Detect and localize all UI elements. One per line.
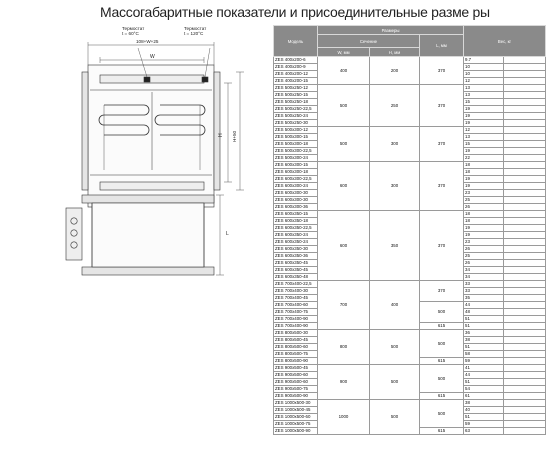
spacer-cell (504, 99, 546, 106)
spacer-cell (504, 176, 546, 183)
weight-cell: 19 (464, 106, 504, 113)
model-cell: ZES 1000x500-90 (274, 428, 318, 435)
model-cell: ZES 500x250-18 (274, 99, 318, 106)
spacer-cell (504, 232, 546, 239)
model-cell: ZES 600x300-24 (274, 183, 318, 190)
model-cell: ZES 500x300-15 (274, 134, 318, 141)
width-cell: 400 (318, 57, 370, 85)
weight-cell: 15 (464, 141, 504, 148)
model-cell: ZES 400x200-15 (274, 78, 318, 85)
length-cell: 615 (420, 428, 464, 435)
weight-cell: 48 (464, 309, 504, 316)
spacer-cell (504, 239, 546, 246)
weight-cell: 35 (464, 295, 504, 302)
model-cell: ZES 400x200-9 (274, 64, 318, 71)
model-cell: ZES 600x300-15 (274, 162, 318, 169)
weight-cell: 19 (464, 148, 504, 155)
model-cell: ZES 500x250-12 (274, 85, 318, 92)
model-cell: ZES 700x400-45 (274, 295, 318, 302)
weight-cell: 58 (464, 351, 504, 358)
dim-w-plus-label: 108+W+25 (136, 39, 159, 44)
thermostat-1-temp: t = 60°C (122, 31, 139, 36)
height-cell: 400 (370, 281, 420, 330)
width-cell: 600 (318, 162, 370, 211)
model-cell: ZES 900x500-60 (274, 379, 318, 386)
width-cell: 700 (318, 281, 370, 330)
weight-cell: 19 (464, 183, 504, 190)
weight-cell: 18 (464, 162, 504, 169)
spacer-cell (504, 337, 546, 344)
thermostat-2-label: Термостат (184, 26, 207, 31)
model-cell: ZES 600x350-22,5 (274, 225, 318, 232)
spacer-cell (504, 120, 546, 127)
weight-cell: 40 (464, 407, 504, 414)
model-cell: ZES 700x400-60 (274, 302, 318, 309)
table-row (274, 57, 546, 64)
model-cell: ZES 600x350-15 (274, 211, 318, 218)
length-cell: 370 (420, 162, 464, 211)
spacer-cell (504, 309, 546, 316)
spacer-cell (504, 78, 546, 85)
spacer-cell (504, 323, 546, 330)
height-cell: 500 (370, 330, 420, 365)
dim-w-label: W (150, 54, 155, 60)
model-cell: ZES 800x500-45 (274, 337, 318, 344)
table-row (274, 85, 546, 92)
spacer-cell (504, 64, 546, 71)
height-cell: 500 (370, 365, 420, 400)
model-cell: ZES 600x350-36 (274, 253, 318, 260)
weight-cell: 18 (464, 169, 504, 176)
weight-cell: 26 (464, 260, 504, 267)
weight-cell: 51 (464, 414, 504, 421)
spacer-cell (504, 162, 546, 169)
weight-cell: 38 (464, 337, 504, 344)
spacer-cell (504, 92, 546, 99)
weight-cell: 18 (464, 211, 504, 218)
table-row (274, 400, 546, 407)
height-cell: 500 (370, 400, 420, 435)
table-row (274, 281, 546, 288)
height-cell: 350 (370, 211, 420, 281)
specification-table-body (274, 57, 546, 435)
weight-cell: 19 (464, 120, 504, 127)
weight-cell: 23 (464, 190, 504, 197)
model-cell: ZES 600x350-24 (274, 239, 318, 246)
model-cell: ZES 600x350-30 (274, 246, 318, 253)
table-row (274, 162, 546, 169)
length-cell: 615 (420, 323, 464, 330)
weight-cell: 12 (464, 127, 504, 134)
width-cell: 500 (318, 127, 370, 162)
spacer-cell (504, 134, 546, 141)
table-row (274, 127, 546, 134)
dim-h-plus-label: H+50 (232, 130, 237, 142)
spacer-cell (504, 316, 546, 323)
weight-cell: 63 (464, 428, 504, 435)
weight-cell: 34 (464, 274, 504, 281)
model-cell: ZES 600x300-18 (274, 169, 318, 176)
header-model: Модель (274, 26, 318, 57)
weight-cell: 59 (464, 421, 504, 428)
model-cell: ZES 800x500-90 (274, 358, 318, 365)
spacer-cell (504, 141, 546, 148)
spacer-cell (504, 127, 546, 134)
weight-cell: 10 (464, 64, 504, 71)
weight-cell: 59 (464, 358, 504, 365)
weight-cell: 44 (464, 372, 504, 379)
width-cell: 800 (318, 330, 370, 365)
model-cell: ZES 500x250-22,5 (274, 106, 318, 113)
weight-cell: 19 (464, 176, 504, 183)
length-cell: 615 (420, 358, 464, 365)
header-l: L, мм (420, 35, 464, 57)
spacer-cell (504, 351, 546, 358)
weight-cell: 13 (464, 85, 504, 92)
spacer-cell (504, 288, 546, 295)
spacer-cell (504, 407, 546, 414)
weight-cell: 13 (464, 92, 504, 99)
spacer-cell (504, 372, 546, 379)
spacer-cell (504, 218, 546, 225)
width-cell: 600 (318, 211, 370, 281)
model-cell: ZES 600x350-24 (274, 232, 318, 239)
spacer-cell (504, 204, 546, 211)
model-cell: ZES 600x300-30 (274, 190, 318, 197)
weight-cell: 33 (464, 281, 504, 288)
table-row (274, 211, 546, 218)
width-cell: 1000 (318, 400, 370, 435)
technical-drawing (60, 20, 270, 445)
height-cell: 250 (370, 85, 420, 127)
spacer-cell (504, 393, 546, 400)
width-cell: 900 (318, 365, 370, 400)
weight-cell: 38 (464, 400, 504, 407)
model-cell: ZES 500x250-15 (274, 92, 318, 99)
weight-cell: 51 (464, 316, 504, 323)
spacer-cell (504, 260, 546, 267)
spacer-cell (504, 190, 546, 197)
weight-cell: 19 (464, 113, 504, 120)
weight-cell: 34 (464, 267, 504, 274)
spacer-cell (504, 197, 546, 204)
model-cell: ZES 700x400-90 (274, 316, 318, 323)
model-cell: ZES 1000x500-60 (274, 414, 318, 421)
model-cell: ZES 600x350-45 (274, 267, 318, 274)
weight-cell: 23 (464, 239, 504, 246)
model-cell: ZES 500x300-22,5 (274, 148, 318, 155)
model-cell: ZES 700x400-30 (274, 288, 318, 295)
length-cell: 500 (420, 400, 464, 428)
weight-cell: 12 (464, 78, 504, 85)
spacer-cell (504, 148, 546, 155)
model-cell: ZES 700x400-75 (274, 309, 318, 316)
length-cell: 500 (420, 365, 464, 393)
weight-cell: 54 (464, 386, 504, 393)
weight-cell: 51 (464, 323, 504, 330)
model-cell: ZES 500x300-18 (274, 141, 318, 148)
spacer-cell (504, 274, 546, 281)
length-cell: 500 (420, 302, 464, 323)
spacer-cell (504, 85, 546, 92)
model-cell: ZES 600x300-30 (274, 197, 318, 204)
model-cell: ZES 900x500-75 (274, 386, 318, 393)
model-cell: ZES 700x400-22,5 (274, 281, 318, 288)
spacer-cell (504, 246, 546, 253)
weight-cell: 15 (464, 99, 504, 106)
model-cell: ZES 800x500-30 (274, 330, 318, 337)
model-cell: ZES 900x500-90 (274, 393, 318, 400)
model-cell: ZES 500x300-24 (274, 155, 318, 162)
weight-cell: 36 (464, 330, 504, 337)
model-cell: ZES 1000x500-45 (274, 407, 318, 414)
model-cell: ZES 600x300-36 (274, 204, 318, 211)
header-weight: Вес, кг (464, 26, 546, 57)
spacer-cell (504, 281, 546, 288)
weight-cell: 19 (464, 232, 504, 239)
height-cell: 200 (370, 57, 420, 85)
weight-cell: 61 (464, 393, 504, 400)
spacer-cell (504, 57, 546, 64)
model-cell: ZES 600x350-45 (274, 260, 318, 267)
model-cell: ZES 500x250-30 (274, 120, 318, 127)
model-cell: ZES 600x300-22,5 (274, 176, 318, 183)
height-cell: 300 (370, 162, 420, 211)
weight-cell: 44 (464, 302, 504, 309)
spacer-cell (504, 302, 546, 309)
length-cell: 370 (420, 281, 464, 302)
header-dimensions: Размеры (318, 26, 464, 35)
weight-cell: 18 (464, 218, 504, 225)
spacer-cell (504, 330, 546, 337)
spacer-cell (504, 155, 546, 162)
header-w: W, мм (318, 48, 370, 57)
length-cell: 370 (420, 211, 464, 281)
spacer-cell (504, 400, 546, 407)
spacer-cell (504, 225, 546, 232)
spacer-cell (504, 428, 546, 435)
length-cell: 500 (420, 330, 464, 358)
model-cell: ZES 600x350-18 (274, 218, 318, 225)
spacer-cell (504, 71, 546, 78)
model-cell: ZES 700x400-90 (274, 323, 318, 330)
thermostat-2-temp: t = 120°C (184, 31, 204, 36)
page-title: Массогабаритные показатели и присоединительные разме ры (100, 4, 490, 20)
spacer-cell (504, 183, 546, 190)
heater-top-view (82, 42, 244, 207)
spacer-cell (504, 267, 546, 274)
header-section: Сечение (318, 35, 420, 48)
heater-drawing-svg (60, 20, 270, 445)
dim-l-label: L (226, 231, 229, 237)
spacer-cell (504, 211, 546, 218)
spacer-cell (504, 113, 546, 120)
weight-cell: 26 (464, 246, 504, 253)
specification-table-container (273, 25, 545, 435)
spacer-cell (504, 358, 546, 365)
model-cell: ZES 1000x500-30 (274, 400, 318, 407)
spacer-cell (504, 414, 546, 421)
header-h: H, мм (370, 48, 420, 57)
thermostat-1-label: Термостат (122, 26, 145, 31)
width-cell: 500 (318, 85, 370, 127)
length-cell: 370 (420, 57, 464, 85)
spacer-cell (504, 386, 546, 393)
model-cell: ZES 900x500-45 (274, 365, 318, 372)
spacer-cell (504, 106, 546, 113)
height-cell: 300 (370, 127, 420, 162)
weight-cell: 51 (464, 379, 504, 386)
length-cell: 370 (420, 127, 464, 162)
model-cell: ZES 900x500-60 (274, 372, 318, 379)
table-row (274, 365, 546, 372)
model-cell: ZES 800x500-60 (274, 344, 318, 351)
weight-cell: 26 (464, 204, 504, 211)
weight-cell: 22 (464, 155, 504, 162)
weight-cell: 41 (464, 365, 504, 372)
dim-h-label: H (218, 133, 224, 137)
model-cell: ZES 600x350-48 (274, 274, 318, 281)
weight-cell: 25 (464, 197, 504, 204)
model-cell: ZES 800x500-75 (274, 351, 318, 358)
spacer-cell (504, 344, 546, 351)
model-cell: ZES 500x300-12 (274, 127, 318, 134)
spacer-cell (504, 421, 546, 428)
model-cell: ZES 400x200-6 (274, 57, 318, 64)
weight-cell: 33 (464, 288, 504, 295)
model-cell: ZES 500x250-24 (274, 113, 318, 120)
weight-cell: 9.7 (464, 57, 504, 64)
weight-cell: 10 (464, 71, 504, 78)
model-cell: ZES 400x200-12 (274, 71, 318, 78)
spacer-cell (504, 379, 546, 386)
length-cell: 615 (420, 393, 464, 400)
model-cell: ZES 1000x500-75 (274, 421, 318, 428)
spacer-cell (504, 295, 546, 302)
table-row (274, 330, 546, 337)
weight-cell: 51 (464, 344, 504, 351)
specification-table (273, 25, 546, 435)
spacer-cell (504, 253, 546, 260)
weight-cell: 25 (464, 253, 504, 260)
length-cell: 370 (420, 85, 464, 127)
spacer-cell (504, 365, 546, 372)
weight-cell: 13 (464, 134, 504, 141)
weight-cell: 19 (464, 225, 504, 232)
spacer-cell (504, 169, 546, 176)
